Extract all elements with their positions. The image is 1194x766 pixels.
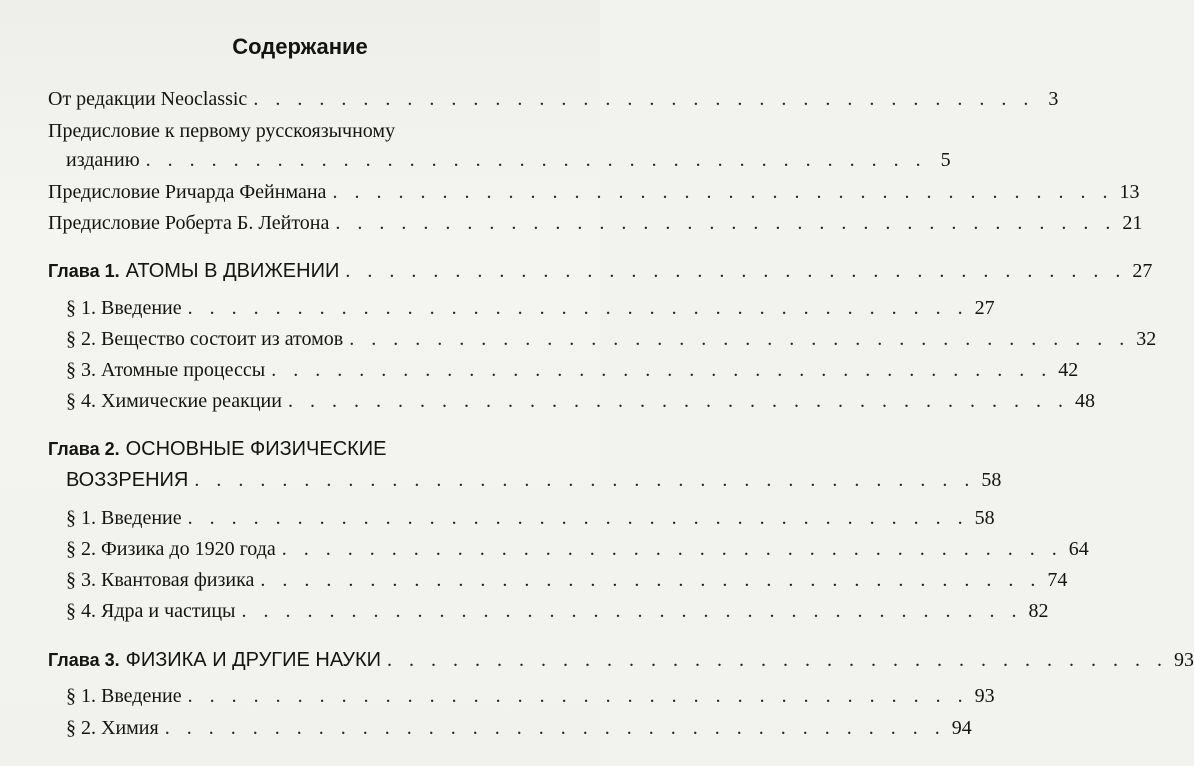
toc-section [66,565,1068,595]
toc-page-number: 32 [1136,328,1157,350]
toc-section-label: § 3. Атомные процессы [66,359,266,381]
toc-section-label: § 1. Введение [66,685,182,707]
toc-page-number: 5 [940,149,951,171]
toc-page-number: 93 [1174,649,1194,671]
toc-page-number: 82 [1028,600,1049,622]
leader-dots: . . . . . . . . . . . . . . . . . . . . . . . . . . . . . . . . . . . . [332,181,1114,203]
toc-section-label: § 4. Ядра и частицы [66,600,236,622]
toc-entry-leighton-preface [48,208,1143,238]
toc-page-number: 21 [1122,212,1143,234]
toc-section [66,324,1157,354]
toc-entry-label: От редакции Neoclassic [48,88,248,110]
toc-section [66,386,1095,416]
toc-page-number: 13 [1119,181,1140,203]
toc-page-number: 74 [1047,569,1068,591]
toc-section [66,503,995,533]
toc-entry-editorial [48,84,1059,114]
leader-dots: . . . . . . . . . . . . . . . . . . . . . . . . . . . . . . . . . . . . [271,359,1053,381]
leader-dots: . . . . . . . . . . . . . . . . . . . . . . . . . . . . . . . . . . . . [345,260,1127,282]
toc-section-label: § 2. Физика до 1920 года [66,538,276,560]
leader-dots: . . . . . . . . . . . . . . . . . . . . . . . . . . . . . . . . . . . . [145,149,927,171]
toc-section [66,681,995,711]
chapter-title: ОСНОВНЫЕ ФИЗИЧЕСКИЕ [125,438,387,460]
toc-section-label: § 2. Вещество состоит из атомов [66,328,344,350]
leader-dots: . . . . . . . . . . . . . . . . . . . . . . . . . . . . . . . . . . . . [281,538,1063,560]
leader-dots: . . . . . . . . . . . . . . . . . . . . . . . . . . . . . . . . . . . . [253,88,1035,110]
toc-page-number: 27 [974,297,995,319]
leader-dots: . . . . . . . . . . . . . . . . . . . . . . . . . . . . . . . . . . . . [187,685,969,707]
leader-dots: . . . . . . . . . . . . . . . . . . . . . . . . . . . . . . . . . . . . [387,649,1169,671]
toc-entry-label: Предисловие Ричарда Фейнмана [48,181,327,203]
leader-dots: . . . . . . . . . . . . . . . . . . . . . . . . . . . . . . . . . . . . [187,507,969,529]
chapter-prefix: Глава 3. [48,650,120,670]
page-title: Содержание [232,34,368,59]
toc-page-number: 58 [981,469,1002,491]
toc-entry-label: изданию [66,149,140,171]
toc-section-label: § 1. Введение [66,507,182,529]
toc-page-number: 94 [951,717,972,739]
toc-section [66,713,972,743]
toc-chapter-1 [48,256,1153,286]
toc-section [66,293,995,323]
chapter-title: АТОМЫ В ДВИЖЕНИИ [125,260,340,282]
leader-dots: . . . . . . . . . . . . . . . . . . . . . . . . . . . . . . . . . . . . [349,328,1131,350]
toc-chapter-3 [48,645,1194,675]
chapter-title: ФИЗИКА И ДРУГИЕ НАУКИ [125,649,382,671]
toc-section [66,596,1049,626]
toc-entry-label-line1: Предисловие к первому русскоязычному [48,120,396,142]
toc-section-label: § 2. Химия [66,717,159,739]
toc-section-label: § 1. Введение [66,297,182,319]
leader-dots: . . . . . . . . . . . . . . . . . . . . . . . . . . . . . . . . . . . . [187,297,969,319]
toc-page-number: 93 [974,685,995,707]
toc-page-number: 27 [1132,260,1153,282]
toc-section [66,355,1079,385]
toc-page-number: 64 [1068,538,1089,560]
toc-page-number: 48 [1074,390,1095,412]
toc-section [66,534,1089,564]
toc-page-number: 3 [1048,88,1059,110]
leader-dots: . . . . . . . . . . . . . . . . . . . . . . . . . . . . . . . . . . . . [260,569,1042,591]
leader-dots: . . . . . . . . . . . . . . . . . . . . . . . . . . . . . . . . . . . . [241,600,1023,622]
toc-entry-feynman-preface [48,177,1140,207]
leader-dots: . . . . . . . . . . . . . . . . . . . . . . . . . . . . . . . . . . . . [335,212,1117,234]
toc-chapter-2-line1 [48,434,568,464]
toc-section-label: § 4. Химические реакции [66,390,282,412]
toc-page-number: 58 [974,507,995,529]
toc-chapter-2 [66,465,1002,495]
leader-dots: . . . . . . . . . . . . . . . . . . . . . . . . . . . . . . . . . . . . [194,469,976,491]
leader-dots: . . . . . . . . . . . . . . . . . . . . . . . . . . . . . . . . . . . . [164,717,946,739]
toc-page-number: 42 [1058,359,1079,381]
chapter-title-continued: ВОЗЗРЕНИЯ [66,469,189,491]
leader-dots: . . . . . . . . . . . . . . . . . . . . . . . . . . . . . . . . . . . . [287,390,1069,412]
chapter-prefix: Глава 2. [48,439,120,459]
toc-entry-russian-preface [66,145,951,175]
toc-section-label: § 3. Квантовая физика [66,569,255,591]
chapter-prefix: Глава 1. [48,261,120,281]
toc-entry-label: Предисловие Роберта Б. Лейтона [48,212,330,234]
